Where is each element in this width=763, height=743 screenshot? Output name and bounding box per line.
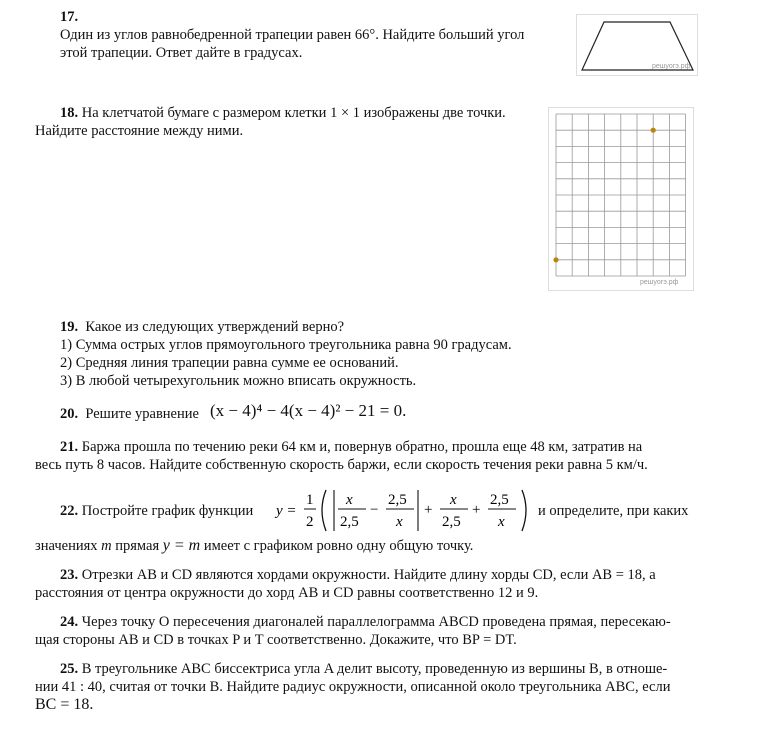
grid-point <box>553 257 558 262</box>
formula-x2: x <box>396 514 403 530</box>
problem-17-line2: этой трапеции. Ответ дайте в градусах. <box>60 45 303 61</box>
problem-19-option: 2) Средняя линия трапеции равна сумме ее оснований. <box>60 355 399 371</box>
problem-19-number: 19. <box>60 319 79 335</box>
problem-23-text1: Отрезки AB и CD являются хордами окружности. Найдите длину хорды CD, если AB = 18, а <box>81 567 656 583</box>
problem-25-line3: BC = 18. <box>35 696 94 713</box>
problem-17-line1: Один из углов равнобедренной трапеции равен 66°. Найдите больший угол <box>60 27 525 43</box>
formula-half-num: 1 <box>306 492 314 508</box>
formula-c3: 2,5 <box>442 514 461 530</box>
problem-22-line1b: и определите, при каких <box>538 503 689 519</box>
problem-18-text1: На клетчатой бумаге с размером клетки 1 × 1 изображены две точки. <box>81 105 506 121</box>
grid-figure <box>548 107 694 291</box>
problem-20-equation: (x − 4)⁴ − 4(x − 4)² − 21 = 0. <box>210 401 407 420</box>
grid-point <box>651 128 656 133</box>
problem-21-number: 21. <box>60 439 79 455</box>
problem-17-number: 17. <box>60 9 79 25</box>
problem-22-text2b: прямая <box>115 538 160 554</box>
problem-19-question <box>60 318 344 336</box>
problem-21-line2: весь путь 8 часов. Найдите собственную скорость баржи, если скорость течения реки равна 5 км/ч. <box>35 457 648 473</box>
left-paren <box>322 490 326 531</box>
formula-plus2: + <box>472 502 481 518</box>
formula-minus: − <box>370 502 379 518</box>
problem-18-line2: Найдите расстояние между ними. <box>35 123 244 139</box>
problem-18-number: 18. <box>60 105 79 121</box>
formula-c1: 2,5 <box>340 514 359 530</box>
problem-22-formula <box>270 484 532 536</box>
formula-c2: 2,5 <box>388 492 407 508</box>
problem-19-option: 1) Сумма острых углов прямоугольного треугольника равна 90 градусам. <box>60 337 512 353</box>
problem-20-number: 20. <box>60 406 79 422</box>
problem-25-line2: нии 41 : 40, считая от точки B. Найдите радиус окружности, описанной около треугольника ABC, если <box>35 679 671 695</box>
problem-24-line1 <box>60 613 671 631</box>
problem-23-line2: расстояния от центра окружности до хорд AB и CD равны соответственно 12 и 9. <box>35 585 539 601</box>
formula-x1: x <box>346 492 353 508</box>
problem-22-m: m <box>101 538 112 554</box>
problem-22-text2c: имеет с графиком ровно одну общую точку. <box>203 538 474 554</box>
problem-21-text1: Баржа прошла по течению реки 64 км и, повернув обратно, прошла еще 48 км, затратив на <box>81 439 643 455</box>
problem-18-line1 <box>60 104 506 122</box>
formula-x3: x <box>450 492 457 508</box>
problem-25-line1 <box>60 660 667 678</box>
problem-24-text1: Через точку O пересечения диагоналей параллелограмма ABCD проведена прямая, пересекаю- <box>81 614 671 630</box>
problem-22-line1a <box>60 502 253 520</box>
problem-22-ym: y = m <box>162 537 201 554</box>
formula-c4: 2,5 <box>490 492 509 508</box>
problem-24-number: 24. <box>60 614 79 630</box>
formula-plus1: + <box>424 502 433 518</box>
right-paren <box>522 490 526 531</box>
problem-23-number: 23. <box>60 567 79 583</box>
watermark-18: решуогэ.рф <box>640 279 679 286</box>
problem-21-line1 <box>60 438 642 456</box>
problem-22-line2 <box>35 537 473 555</box>
problem-19-option: 3) В любой четырехугольник можно вписать окружность. <box>60 373 417 389</box>
formula-half-den: 2 <box>306 514 314 530</box>
problem-22-text2a: значениях <box>35 538 98 554</box>
problem-19-text: Какое из следующих утверждений верно? <box>85 319 345 335</box>
watermark-17: решуогэ.рф <box>652 63 691 70</box>
problem-23-line1 <box>60 566 656 584</box>
problem-20-text: Решите уравнение <box>85 406 199 422</box>
problem-25-number: 25. <box>60 661 79 677</box>
formula-y-eq: y = <box>276 503 297 519</box>
problem-22-number: 22. <box>60 503 79 519</box>
problem-25-text1: В треугольнике ABC биссектриса угла A делит высоту, проведенную из вершины B, в отноше- <box>81 661 668 677</box>
formula-x4: x <box>498 514 505 530</box>
problem-24-line2: щая стороны AB и CD в точках P и T соответственно. Докажите, что BP = DT. <box>35 632 517 648</box>
problem-22-text: Постройте график функции <box>81 503 254 519</box>
problem-20-line <box>60 405 199 423</box>
